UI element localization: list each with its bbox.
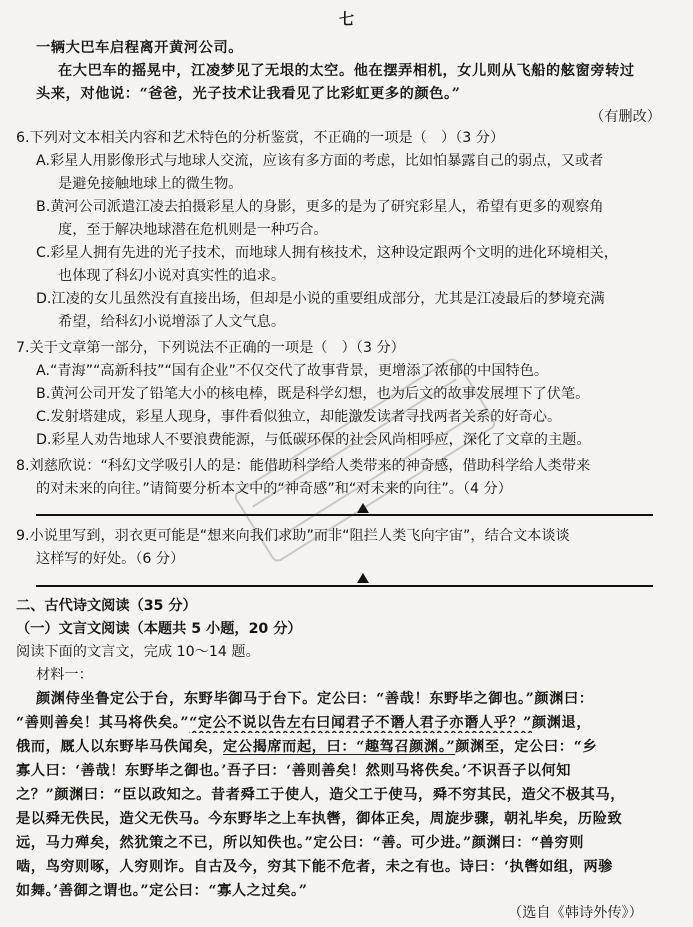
- material-label: 材料一：: [36, 667, 93, 683]
- story-line-1: 一辆大巴车启程离开黄河公司。: [36, 40, 244, 56]
- q8-line-1: 8.刘慈欣说：“科幻文学吸引人的是：能借助科学给人类带来的神奇感，借助科学给人类带来: [16, 458, 591, 474]
- wavy-underlined-text: “定公不说以告左右曰闻君子不谮人君子亦谮人乎？”: [189, 715, 532, 731]
- source-note: （有删改）: [590, 109, 661, 125]
- q7-option-a: A.“青海”“高新科技”“国有企业”不仅交代了故事背景，更增添了浓郁的中国特色。: [36, 363, 549, 379]
- q6-option-b-cont: 度，至于解决地球潜在危机则是一种巧合。: [58, 222, 328, 238]
- subsection-title: （一）文言文阅读（本题共 5 小题，20 分）: [16, 621, 302, 637]
- q7-stem: 7.关于文章第一部分，下列说法不正确的一项是（ ）（3 分）: [16, 340, 405, 356]
- divider-rule: [36, 514, 653, 516]
- story-line-3: 头来，对他说：“爸爸，光子技术让我看见了比彩虹更多的颜色。”: [36, 86, 461, 102]
- divider-rule: [36, 585, 653, 587]
- q9-line-2: 这样写的好处。（6 分）: [36, 551, 185, 567]
- classical-line-9: 如舞。’善御之谓也。”定公曰：“寡人之过矣。”: [16, 883, 308, 899]
- q8-line-2: 的对未来的向往。”请简要分析本文中的“神奇感”和“对未来的向往”。（4 分）: [36, 481, 512, 497]
- underlined-text: 定公揭席而起，曰：“趣驾召颜渊。”: [223, 739, 456, 755]
- classical-line-1: 颜渊侍坐鲁定公于台，东野毕御马于台下。定公曰：“善哉！东野毕之御也。”颜渊曰：: [36, 691, 594, 707]
- q6-option-c: C.彩星人拥有先进的光子技术，而地球人拥有核技术，这种设定跟两个文明的进化环境相关，: [36, 245, 618, 261]
- q6-option-a-cont: 是避免接触地球上的微生物。: [58, 176, 243, 192]
- classical-line-3: 俄而，厩人以东野毕马佚闻矣，定公揭席而起，曰：“趣驾召颜渊。”颜渊至，定公曰：“乡: [16, 739, 598, 755]
- q6-option-d: D.江凌的女儿虽然没有直接出场，但却是小说的重要组成部分，尤其是江凌最后的梦境充满: [36, 291, 605, 307]
- story-line-2: 在大巴车的摇晃中，江凌梦见了无垠的太空。他在摆弄相机，女儿则从飞船的舷窗旁转过: [58, 63, 635, 79]
- section-title: 二、古代诗文阅读（35 分）: [16, 598, 197, 614]
- q9-line-1: 9.小说里写到，羽衣更可能是“想来向我们求助”而非“阻拦人类飞向宇宙”，结合文本谈谈: [16, 528, 570, 544]
- q6-option-b: B.黄河公司派遣江凌去拍摄彩星人的身影，更多的是为了研究彩星人，希望有更多的观察角: [36, 199, 604, 215]
- q6-stem: 6.下列对文本相关内容和艺术特色的分析鉴赏，不正确的一项是（ ）（3 分）: [16, 130, 505, 146]
- answer-area-marker: [357, 503, 369, 513]
- classical-line-8: 啮，鸟穷则啄，人穷则诈。自古及今，穷其下能不危者，未之有也。诗曰：‘执辔如组，两骖: [16, 859, 614, 875]
- q6-option-d-cont: 希望，给科幻小说增添了人文气息。: [58, 314, 286, 330]
- q7-option-b: B.黄河公司开发了铅笔大小的核电棒，既是科学幻想，也为后文的故事发展埋下了伏笔。: [36, 386, 590, 402]
- page-number: 七: [338, 10, 354, 28]
- classical-line-4: 寡人曰：‘善哉！东野毕之御也。’吾子曰：‘善则善矣！然则马将佚矣。’不识吾子以何知: [16, 763, 572, 779]
- classical-line-7: 远，马力殚矣，然犹策之不已，所以知佚也。”定公曰：“善。可少进。”颜渊曰：“兽穷则: [16, 835, 584, 851]
- q6-option-c-cont: 也体现了科幻小说对真实性的追求。: [58, 268, 286, 284]
- q7-option-d: D.彩星人劝告地球人不要浪费能源，与低碳环保的社会风尚相呼应，深化了文章的主题。: [36, 432, 591, 448]
- q7-option-c: C.发射塔建成，彩星人现身，事件看似独立，却能激发读者寻找两者关系的好奇心。: [36, 409, 562, 425]
- passage-source: （选自《韩诗外传》）: [508, 905, 643, 921]
- classical-line-5: 之？”颜渊曰：“臣以政知之。昔者舜工于使人，造父工于使马，舜不穷其民，造父不极其马，: [16, 787, 626, 803]
- q6-option-a: A.彩星人用影像形式与地球人交流，应该有多方面的考虑，比如怕暴露自己的弱点，又或者: [36, 153, 604, 169]
- instruction: 阅读下面的文言文，完成 10～14 题。: [16, 644, 260, 660]
- classical-line-6: 是以舜无佚民，造父无佚马。今东野毕之上车执辔，御体正矣，周旋步骤，朝礼毕矣，历险致: [16, 811, 623, 827]
- classical-line-2: “善则善矣！其马将佚矣。”“定公不说以告左右曰闻君子不谮人君子亦谮人乎？”颜渊退，: [16, 715, 592, 731]
- answer-area-marker: [357, 573, 369, 583]
